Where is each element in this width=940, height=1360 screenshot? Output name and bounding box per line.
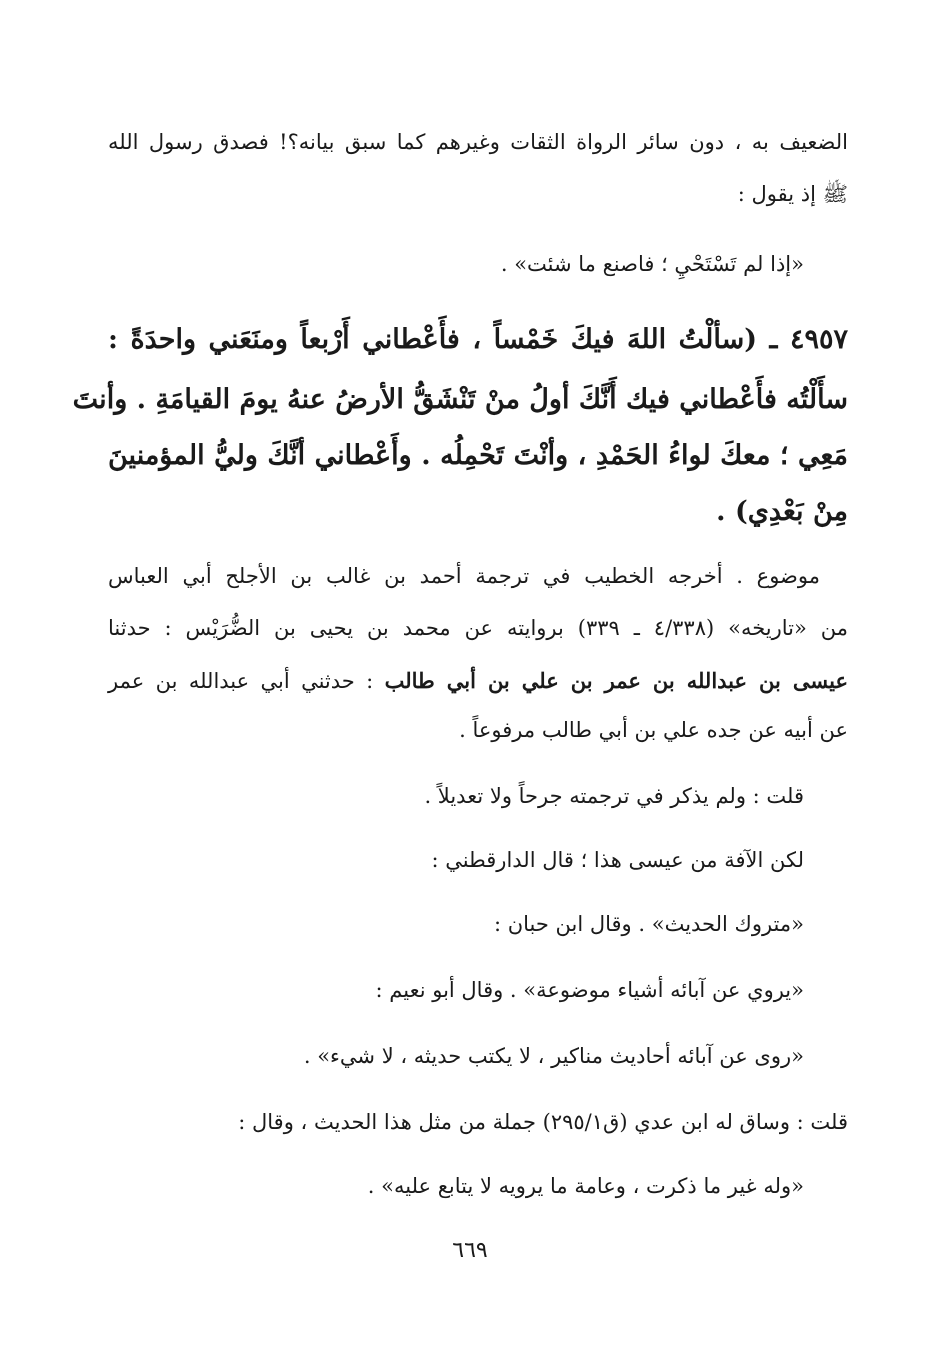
commentary-line: عن أبيه عن جده علي بن أبي طالب مرفوعاً . bbox=[459, 718, 848, 742]
paragraph-line: ﷺ إذ يقول : bbox=[737, 182, 848, 206]
page-number: ٦٦٩ bbox=[452, 1238, 488, 1263]
narrator-name: عيسى بن عبدالله بن عمر بن علي بن أبي طالب bbox=[384, 668, 848, 693]
hadith-text-line: مِنْ بَعْدِي) . bbox=[716, 496, 848, 527]
commentary-line bbox=[108, 668, 848, 694]
paragraph-line: الضعيف به ، دون سائر الرواة الثقات وغيرهم كما سبق بيانه؟! فصدق رسول الله bbox=[108, 130, 848, 154]
hadith-text-line: سأَلْتُه فأَعْطاني فيك أَنَّكَ أولُ منْ تَنْشَقُّ الأرضُ عنهُ يومَ القيامَةِ . وأنتَ bbox=[72, 384, 848, 415]
note-line: «متروك الحديث» . وقال ابن حبان : bbox=[493, 912, 804, 936]
note-line: لكن الآفة من عيسى هذا ؛ قال الدارقطني : bbox=[431, 848, 804, 872]
note-line: «وله غير ما ذكرت ، وعامة ما يرويه لا يتابع عليه» . bbox=[367, 1174, 804, 1198]
note-line: قلت : وساق له ابن عدي (ق٢٩٥/١) جملة من مثل هذا الحديث ، وقال : bbox=[238, 1110, 848, 1134]
commentary-text: : حدثني أبي عبدالله بن عمر bbox=[108, 669, 385, 693]
hadith-text-line: ٤٩٥٧ ـ (سألْتُ اللهَ فيكَ خَمْساً ، فأَعْطاني أَرْبعاً ومنَعَني واحدَةً : bbox=[108, 324, 848, 355]
commentary-line: من «تاريخه» (٤/٣٣٨ ـ ٣٣٩) بروايته عن محمد بن يحيى بن الضُّرَيْس : حدثنا bbox=[108, 616, 848, 640]
hadith-text-line: مَعِي ؛ معكَ لواءُ الحَمْدِ ، وأنْتَ تَحْمِلُه . وأَعْطاني أنَّكَ وليُّ المؤمنينَ bbox=[108, 440, 848, 471]
note-line: «روى عن آبائه أحاديث مناكير ، لا يكتب حديثه ، لا شيء» . bbox=[303, 1044, 804, 1068]
note-line: «يروي عن آبائه أشياء موضوعة» . وقال أبو نعيم : bbox=[375, 978, 804, 1002]
commentary-line: موضوع . أخرجه الخطيب في ترجمة أحمد بن غالب بن الأجلح أبي العباس bbox=[108, 564, 820, 588]
note-line: قلت : ولم يذكر في ترجمته جرحاً ولا تعديلاً . bbox=[424, 784, 804, 808]
hadith-quote: «إذا لم تَسْتَحْيِ ؛ فاصنع ما شئت» . bbox=[500, 252, 804, 276]
